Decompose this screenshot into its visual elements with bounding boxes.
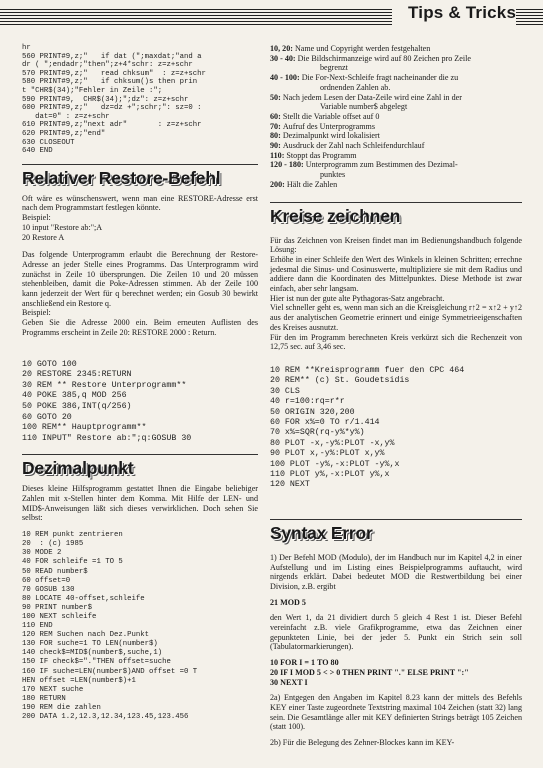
code-line: 120 NEXT	[270, 480, 310, 490]
code-line: 570 PRINT#9,z;" read chksum" : z=z+schr	[22, 69, 206, 78]
code-line: 560 PRINT#9,z;" if dat (";maxdat;"and a	[22, 52, 202, 61]
line-explanation: Hält die Zahlen	[286, 179, 338, 189]
explanation-row	[270, 141, 522, 151]
program-line: 30 NEXT I	[270, 677, 308, 687]
code-line: 160 IF suche=LEN(number$)AND offset =0 T	[22, 667, 198, 676]
program-line: 20 IF I MOD 5 < > 0 THEN PRINT "." ELSE PRINT ":"	[270, 667, 469, 677]
explanation-row	[270, 93, 522, 103]
syntax-mod-program	[270, 658, 522, 687]
code-line: dr ( ";endadr;"then";z+4*schr: z=z+schr	[22, 61, 193, 70]
header-rule-lines	[0, 9, 392, 25]
code-line: 50 READ number$	[22, 567, 88, 576]
code-line: 590 PRINT#9, CHR$(34);";dz": z=z+schr	[22, 95, 189, 104]
line-explanation-continued: ordnenden Zahlen ab.	[320, 82, 391, 92]
line-number-label: 50:	[270, 92, 283, 102]
code-line: HEN offset =LEN(number$)+1	[22, 676, 136, 685]
code-line: 130 FOR suche=1 TO LEN(number$)	[22, 640, 158, 649]
code-line: 150 IF check$="."THEN offset=suche	[22, 658, 171, 667]
line-number-label: 30 - 40:	[270, 53, 298, 63]
code-line: 630 CLOSEOUT	[22, 138, 75, 147]
line-number-label: 60:	[270, 111, 283, 121]
code-line: 80 PLOT -x,-y%:PLOT -x,y%	[270, 438, 395, 448]
code-line: 40 r=100:rq=r*r	[270, 397, 345, 407]
header-rule-lines-right	[516, 9, 543, 25]
syntax-mod-intro: 1) Der Befehl MOD (Modulo), der im Handbuch nur im Kapitel 4,2 in einer Aufstellung und im Listing eines Beispielprogramms auftaucht, wird nirgends erklärt. Dabei bedeutet MOD die Restwertbildung bei einer Division, z.B. ergibt	[270, 552, 522, 591]
code-line: 40 FOR schleife =1 TO 5	[22, 558, 123, 567]
code-line: 100 PLOT -y%,-x:PLOT -y%,x	[270, 459, 400, 469]
code-listing-kreise	[270, 366, 522, 491]
explanation-row	[270, 122, 522, 132]
code-listing-top	[22, 44, 258, 156]
text-line: Beispiel:	[22, 213, 51, 223]
code-listing-dezimalpunkt	[22, 531, 258, 722]
code-line: 120 REM Suchen nach Dez.Punkt	[22, 631, 149, 640]
line-explanation: Nach jedem Lesen der Data-Zeile wird eine Zahl in der	[282, 92, 462, 102]
explanation-row	[270, 112, 522, 122]
line-explanation: Aufruf des Unterprogramms	[282, 121, 375, 131]
code-line: 170 NEXT suche	[22, 685, 84, 694]
code-line: hr	[22, 44, 31, 52]
code-line: 640 END	[22, 147, 53, 156]
line-explanation: Ausdruck der Zahl nach Schleifendurchlauf	[282, 141, 425, 151]
code-line: 110 PLOT y%,-x:PLOT y%,x	[270, 470, 390, 480]
code-line: 580 PRINT#9,z;" if chksum()s then prin	[22, 78, 198, 87]
explanation-row	[270, 131, 522, 141]
restore-example-label	[22, 308, 258, 318]
line-number-label: 110:	[270, 150, 287, 160]
code-line: 10 REM punkt zentrieren	[22, 531, 123, 540]
code-line: 60 FOR x%=0 TO r/1.414	[270, 418, 380, 428]
code-line: 90 PRINT number$	[22, 603, 93, 612]
line-explanation: Stoppt das Programm	[286, 150, 357, 160]
kreise-pythagoras: Hier ist nun der gute alte Pythagoras-Satz angebracht.	[270, 293, 445, 303]
text-line: 20 Restore A	[22, 232, 65, 242]
restore-example-lines	[22, 213, 258, 242]
line-number-label: 40 - 100:	[270, 73, 302, 83]
code-line: 10 GOTO 100	[22, 359, 77, 369]
line-explanation-continued: begrenzt	[320, 63, 348, 73]
restore-intro: Oft wäre es wünschenswert, wenn man eine RESTORE-Adresse erst nach dem Programmstart festlegen könnte.	[22, 193, 258, 213]
line-explanations	[270, 44, 522, 190]
code-line: 610 PRINT#9,z;"next adr" : z=z+schr	[22, 121, 202, 130]
code-line: 30 REM ** Restore Unterprogramm**	[22, 380, 187, 390]
code-line: 60 offset=0	[22, 576, 71, 585]
code-line: 110 END	[22, 622, 53, 631]
code-line: 70 GOSUB 130	[22, 585, 75, 594]
line-number-label: 10, 20:	[270, 44, 295, 53]
syntax-mod-explanation: den Wert 1, da 21 dividiert durch 5 gleich 4 Rest 1 ist. Dieser Befehl vereinfacht z.B. viele Grafikprogramme, etwa das Zeichnen einer gepunkteten Linie, bei der jeder 5. Punkt ein Strich sein soll (Tabulatormarkierungen).	[270, 613, 522, 652]
kreise-method: Erhöhe in einer Schleife den Wert des Winkels in kleinen Schritten; errechne jedesmal die Sinus- und Cosinuswerte, multipliziere sie mit dem Radius und addiere dann die Koordinaten des Mittelpunktes. Diese Methode ist zwar einfach, aber sehr langsam.	[270, 254, 522, 294]
dezimal-intro: Dieses kleine Hilfsprogramm gestattet Ihnen die Eingabe beliebiger Zahlen mit x-Stellen hinter dem Komma. Mit Hilfe der LEN- und MID$-Anweisungen läßt sich dieses verwirklichen. Doch sehen Sie selbst:	[22, 484, 258, 523]
code-line: t "CHR$(34);"Fehler in Zeile :";	[22, 86, 163, 95]
code-line: 10 REM **Kreisprogramm fuer den CPC 464	[270, 365, 465, 375]
section-title: Tips & Tricks	[408, 3, 517, 22]
kreise-gleichung: Viel schneller geht es, wenn man sich an die Kreisgleichung r↑2 = x↑2 + y↑2 aus der analytischen Geometrie erinnert und einige Symmetrieeigenschaften des Kreises ausnutzt.	[270, 303, 522, 332]
explanation-row	[270, 180, 522, 190]
heading-kreise: Kreise zeichnen	[270, 205, 401, 226]
code-line: 50 ORIGIN 320,200	[270, 407, 355, 417]
line-number-label: 70:	[270, 121, 283, 131]
code-line: 20 RESTORE 2345:RETURN	[22, 370, 132, 380]
code-line: 70 x%=SQR(rq-y%*y%)	[270, 428, 365, 438]
page-header	[0, 0, 543, 32]
left-column	[22, 44, 258, 722]
heading-syntax-error: Syntax Error	[270, 522, 373, 543]
code-line: 50 POKE 386,INT(q/256)	[22, 401, 132, 411]
code-line: 200 DATA 1.2,12.3,12.34,123.45,123.456	[22, 713, 189, 721]
line-number-label: 200:	[270, 179, 287, 189]
explanation-row	[270, 54, 522, 64]
explanation-row	[270, 73, 522, 83]
line-explanation: Die For-Next-Schleife fragt nacheinander die zu	[301, 73, 459, 83]
code-line: 110 INPUT" Restore ab:";q:GOSUB 30	[22, 433, 192, 443]
restore-description: Das folgende Unterprogramm erlaubt die Berechnung der Restore-Adresse an jeder Stelle eines Programms. Das Unterprogramm wird zunächst in Zeile 10 übersprungen. Die Zeilen 10 und 20 müssen stehenbleiben, damit die Poke-Adressen stimmen. Ab der Zeile 100 kann jederzeit der Wert für q berechnet werden; ein Gosub 30 bewirkt anschließend ein Restore q.	[22, 250, 258, 308]
line-explanation-continued: punktes	[320, 170, 346, 180]
code-line: 90 PLOT x,-y%:PLOT x,y%	[270, 449, 385, 459]
kreise-rechenzeit: Für den im Programm berechneten Kreis verkürzt sich die Rechenzeit von 12,75 sec. auf 3,46 sec.	[270, 332, 522, 352]
code-listing-restore	[22, 360, 258, 445]
code-line: 100 REM** Hauptprogramm**	[22, 423, 147, 433]
line-explanation: Name und Copyright werden festgehalten	[294, 44, 431, 53]
syntax-mod-example: 21 MOD 5	[270, 597, 306, 607]
explanation-row	[270, 151, 522, 161]
restore-example-text: Geben Sie die Adresse 2000 ein. Beim erneuten Auflisten des Programms erscheint in Zeile 20: RESTORE 2000 : Return.	[22, 318, 258, 337]
line-number-label: 120 - 180:	[270, 160, 306, 170]
code-line: 30 MODE 2	[22, 549, 62, 558]
line-number-label: 80:	[270, 131, 283, 141]
explanation-row	[270, 160, 522, 170]
code-line: 20 : (c) 1985	[22, 540, 84, 549]
line-explanation: Stellt die Variable offset auf 0	[282, 111, 380, 121]
program-line: 10 FOR I = 1 TO 80	[270, 658, 339, 668]
text-line: Beispiel:	[22, 308, 51, 318]
explanation-row	[270, 44, 522, 54]
syntax-key-zehnerblock: 2b) Für die Belegung des Zehner-Blockes kann im KEY-	[270, 738, 455, 748]
code-line: 30 CLS	[270, 386, 300, 396]
heading-dezimalpunkt: Dezimalpunkt	[22, 458, 134, 479]
heading-restore: Relativer Restore-Befehl	[22, 167, 221, 188]
kreise-intro: Für das Zeichnen von Kreisen findet man im Bedienungshandbuch folgende Lösung:	[270, 235, 522, 255]
line-explanation: Dezimalpunkt wird lokalisiert	[282, 131, 380, 141]
line-number-label: 90:	[270, 141, 283, 151]
line-explanation: Die Bildschirmanzeige wird auf 80 Zeichen pro Zeile	[297, 53, 471, 63]
code-line: dat=0" : z=z+schr	[35, 112, 110, 121]
code-line: 60 GOTO 20	[22, 412, 72, 422]
text-line: 10 input "Restore ab:";A	[22, 222, 103, 232]
line-explanation: Unterprogramm zum Bestimmen des Dezimal-	[305, 160, 458, 170]
code-line: 20 REM** (c) St. Goudetsidis	[270, 376, 410, 386]
right-column	[270, 44, 522, 748]
code-line: 190 REM die zahlen	[22, 703, 101, 712]
code-line: 600 PRINT#9,z;" dz=dz +";schr;": sz=0 :	[22, 104, 202, 113]
code-line: 80 LOCATE 40-offset,schleife	[22, 594, 145, 603]
code-line: 140 check$=MID$(number$,suche,1)	[22, 649, 163, 658]
code-line: 40 POKE 385,q MOD 256	[22, 391, 127, 401]
code-line: 180 RETURN	[22, 694, 66, 703]
syntax-key-length: 2a) Entgegen den Angaben im Kapitel 8.23 kann der mittels des Befehls KEY einer Taste zugeordnete Textstring maximal 104 Zeichen (statt 32) lang sein. Die Gesamtlänge aller mit KEY definierten Strings beträgt 105 Zeichen (statt 100).	[270, 693, 522, 732]
code-line: 100 NEXT schleife	[22, 612, 97, 621]
line-explanation-continued: Variable number$ abgelegt	[320, 102, 408, 112]
code-line: 620 PRINT#9,z;"end"	[22, 129, 106, 138]
